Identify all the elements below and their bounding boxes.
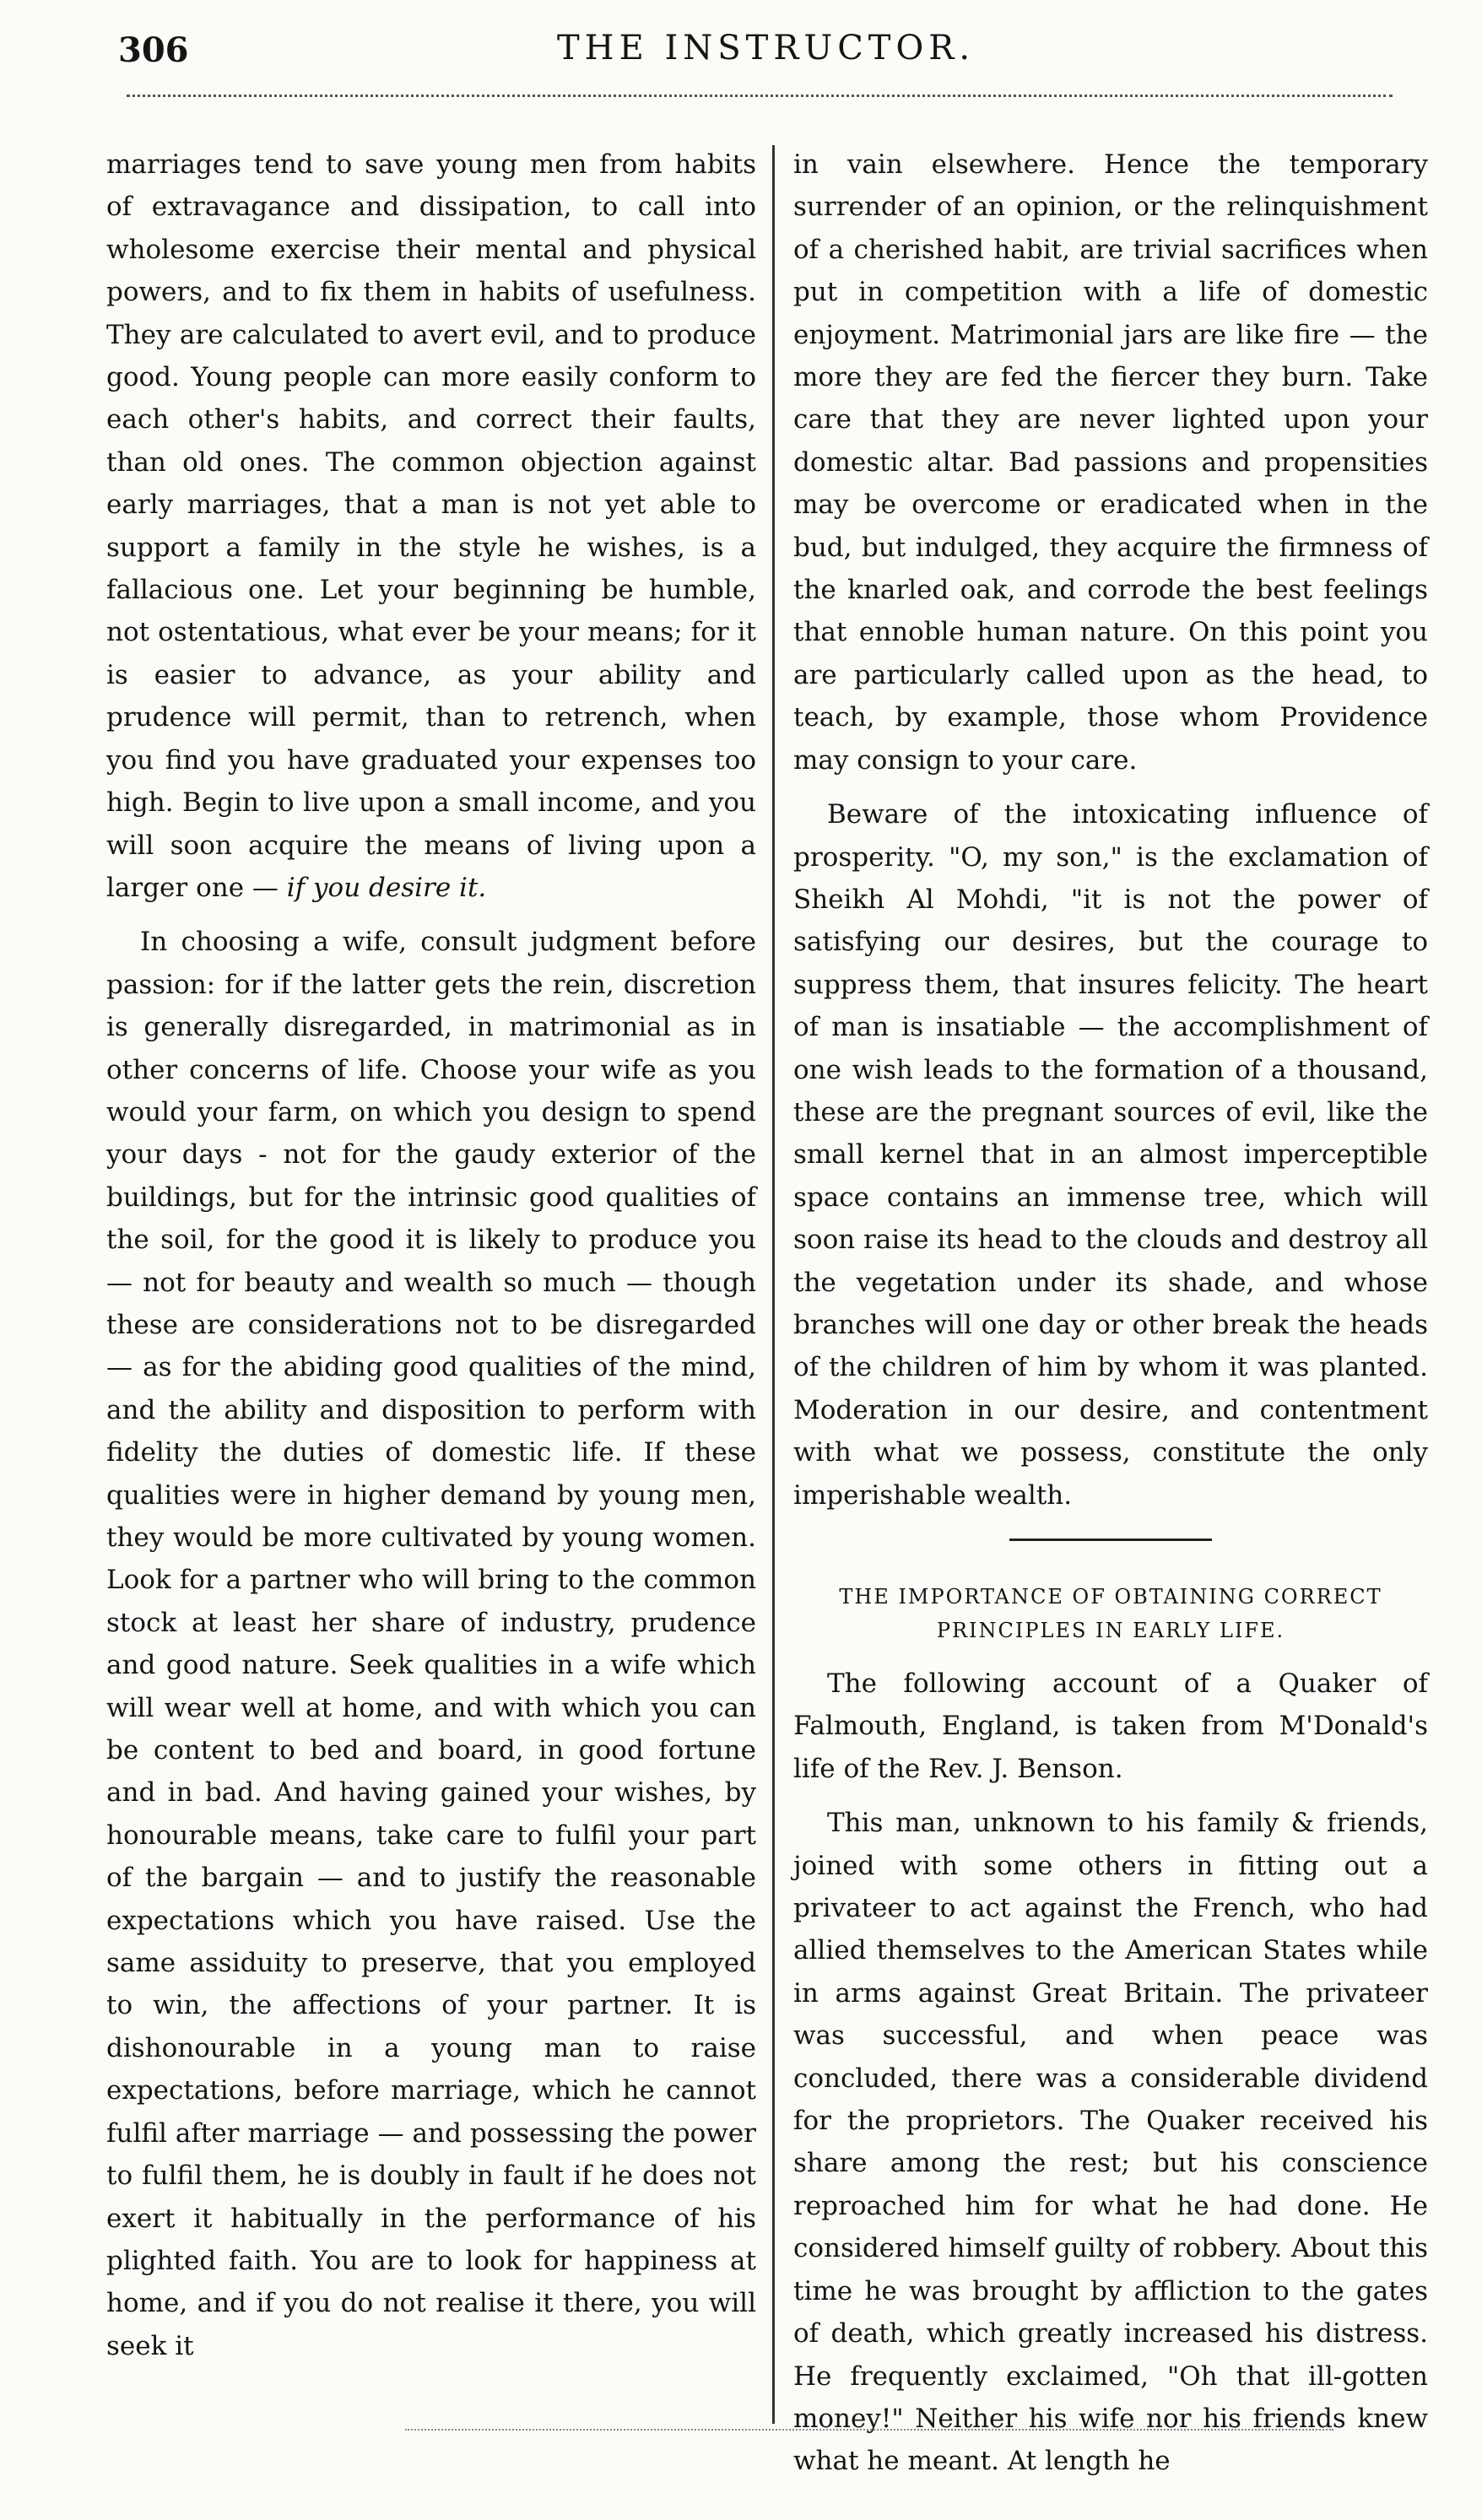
left-paragraph-1	[106, 143, 756, 909]
section-heading-line-1: THE IMPORTANCE OF OBTAINING CORRECT	[839, 1585, 1382, 1609]
right-column	[793, 143, 1428, 2520]
bottom-print-noise	[405, 2429, 1333, 2431]
left-paragraph-1-tail: — if you desire it.	[252, 872, 487, 903]
left-paragraph-2: In choosing a wife, consult judgment before passion: for if the latter gets the rein, discretion is generally disregarded, in matrimonial as in other concerns of life. Choose your wife as you would your farm, on which you design to spend your days - not for the gaudy exterior of the buildings, but for the intrinsic good qualities of the soil, for the good it is likely to produce you — not for beauty and wealth so much — though these are considerations not to be disregarded — as for the abiding good qualities of the mind, and the ability and disposition to perform with fidelity the duties of domestic life. If these qualities were in higher demand by young men, they would be more cultivated by young women. Look for a partner who will bring to the common stock at least her share of industry, prudence and good nature. Seek qualities in a wife which will wear well at home, and with which you can be content to bed and board, in good fortune and in bad. And having gained your wishes, by honourable means, take care to fulfil your part of the bargain — and to justify the reasonable expectations which you have raised. Use the same assiduity to preserve, that you employed to win, the affections of your partner. It is dishonourable in a young man to raise expectations, before marriage, which he cannot fulfil after marriage — and possessing the power to fulfil them, he is doubly in fault if he does not exert it habitually in the performance of his plighted faith. You are to look for happiness at home, and if you do not realise it there, you will seek it	[106, 927, 756, 2361]
right-paragraph-1: in vain elsewhere. Hence the temporary surrender of an opinion, or the relinquishment of a cherished habit, are trivial sacrifices when put in competition with a life of domestic enjoyment. Matrimonial jars are like fire — the more they are fed the fiercer they burn. Take care that they are never lighted upon your domestic altar. Bad passions and propensities may be overcome or eradicated when in the bud, but indulged, they acquire the firmness of the knarled oak, and corrode the best feelings that ennoble human nature. On this point you are particularly called upon as the head, to teach, by example, those whom Providence may consign to your care.	[793, 149, 1428, 776]
page-number: 306	[118, 30, 189, 70]
right-paragraph-3: The following account of a Quaker of Falmouth, England, is taken from M'Donald's life of the Rev. J. Benson.	[793, 1668, 1428, 1784]
header-rule	[127, 95, 1393, 97]
running-head: THE INSTRUCTOR.	[557, 29, 976, 68]
right-paragraph-2: Beware of the intoxicating influence of prosperity. "O, my son," is the exclamation of Sheikh Al Mohdi, "it is not the power of satisfying our desires, but the courage to suppress them, that insures felicity. The heart of man is insatiable — the accomplishment of one wish leads to the formation of a thousand, these are the pregnant sources of evil, like the small kernel that in an almost imperceptible space contains an immense tree, which will soon raise its head to the clouds and destroy all the vegetation under its shade, and whose branches will one day or other break the heads of the children of him by whom it was planted. Moderation in our desire, and contentment with what we possess, constitute the only imperishable wealth.	[793, 799, 1428, 1511]
section-heading-line-2: PRINCIPLES IN EARLY LIFE.	[936, 1619, 1285, 1642]
column-divider	[772, 145, 775, 2424]
section-separator-rule	[1009, 1538, 1212, 1541]
left-paragraph-1-text: marriages tend to save young men from habits of extravagance and dissipation, to call into wholesome exercise their mental and physical powers, and to fix them in habits of usefulness. They are calculated to avert evil, and to produce good. Young people can more easily conform to each other's habits, and correct their faults, than old ones. The common objection against early marriages, that a man is not yet able to support a family in the style he wishes, is a fallacious one. Let your beginning be humble, not ostentatious, what ever be your means; for it is easier to advance, as your ability and prudence will permit, than to retrench, when you find you have graduated your expenses too high. Begin to live upon a small income, and you will soon acquire the means of living upon a larger one	[106, 149, 756, 903]
right-paragraph-4: This man, unknown to his family & friends, joined with some others in fitting out a privateer to act against the French, who had allied themselves to the American States while in arms against Great Britain. The privateer was successful, and when peace was concluded, there was a considerable dividend for the proprietors. The Quaker received his share among the rest; but his conscience reproached him for what he had done. He considered himself guilty of robbery. About this time he was brought by affliction to the gates of death, which greatly increased his distress. He frequently exclaimed, "Oh that ill-gotten money!" Neither his wife nor his friends knew what he meant. At length he	[793, 1808, 1428, 2477]
section-heading	[793, 1580, 1428, 1647]
left-column	[106, 143, 756, 2404]
